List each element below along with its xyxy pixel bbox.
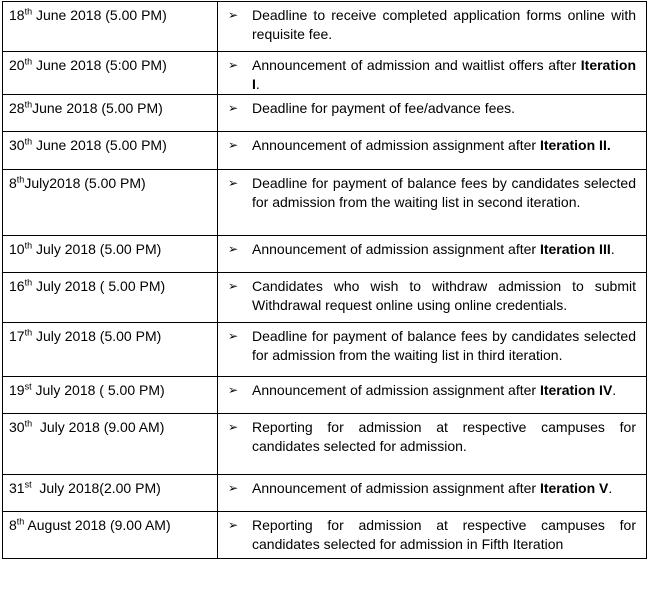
event-cell xyxy=(218,377,647,414)
date-suffix: th xyxy=(16,516,25,527)
date-suffix: th xyxy=(24,327,33,338)
table-row xyxy=(3,132,647,170)
table-row xyxy=(3,475,647,512)
event-text-bold: Iteration II. xyxy=(539,137,611,153)
event-text-main: Announcement of admission assignment after xyxy=(252,241,540,257)
event-text xyxy=(252,516,640,554)
table-row xyxy=(3,414,647,475)
table-row xyxy=(3,170,647,236)
date-rest: June 2018 (5:00 PM) xyxy=(32,57,167,73)
arrow-bullet-icon: ➢ xyxy=(228,481,239,495)
event-cell xyxy=(218,52,647,95)
event-text xyxy=(252,174,640,212)
date-cell xyxy=(3,132,218,170)
date-suffix: th xyxy=(24,136,33,147)
schedule-body xyxy=(3,2,647,559)
date-cell xyxy=(3,2,218,52)
event-text xyxy=(252,381,640,400)
table-row xyxy=(3,2,647,52)
date-suffix: th xyxy=(24,240,33,251)
event-text xyxy=(252,56,640,94)
arrow-bullet-icon: ➢ xyxy=(228,518,239,532)
event-text xyxy=(252,99,640,118)
date-rest: August 2018 (9.00 AM) xyxy=(24,517,171,533)
admission-schedule-table xyxy=(2,1,647,559)
event-cell xyxy=(218,236,647,273)
table-row xyxy=(3,512,647,559)
arrow-bullet-icon: ➢ xyxy=(228,176,239,190)
event-text-main: Deadline for payment of balance fees by candidates selected for admission from the waiting list in second iteration. xyxy=(252,175,636,210)
event-cell xyxy=(218,170,647,236)
arrow-bullet-icon: ➢ xyxy=(228,279,239,293)
date-suffix: th xyxy=(24,277,33,288)
date-day: 10 xyxy=(9,241,25,257)
date-day: 28 xyxy=(9,100,25,116)
arrow-bullet-icon: ➢ xyxy=(228,329,239,343)
event-text-after: . xyxy=(608,480,613,496)
date-cell xyxy=(3,414,218,475)
date-rest: July2018 (5.00 PM) xyxy=(24,175,146,191)
event-text-main: Deadline to receive completed application forms online with requisite fee. xyxy=(252,7,636,42)
event-text-main: Reporting for admission at respective campuses for candidates selected for admission. xyxy=(252,419,636,454)
date-cell xyxy=(3,512,218,559)
date-rest: July 2018 ( 5.00 PM) xyxy=(31,382,165,398)
arrow-bullet-icon: ➢ xyxy=(228,58,239,72)
date-suffix: th xyxy=(24,99,33,110)
date-cell xyxy=(3,95,218,132)
event-text-after: . xyxy=(610,241,615,257)
table-row xyxy=(3,323,647,377)
date-day: 19 xyxy=(9,382,25,398)
date-cell xyxy=(3,236,218,273)
date-suffix: th xyxy=(24,6,33,17)
date-suffix: st xyxy=(24,381,32,392)
date-suffix: th xyxy=(24,418,33,429)
event-text-bold: Iteration I xyxy=(252,57,636,92)
event-cell xyxy=(218,95,647,132)
event-cell xyxy=(218,512,647,559)
event-cell xyxy=(218,323,647,377)
event-cell xyxy=(218,475,647,512)
date-rest: June 2018 (5.00 PM) xyxy=(32,100,163,116)
date-cell xyxy=(3,52,218,95)
event-text-main: Deadline for payment of fee/advance fees. xyxy=(252,100,516,116)
event-text-bold: Iteration V xyxy=(539,480,609,496)
table-row xyxy=(3,52,647,95)
date-cell xyxy=(3,170,218,236)
date-suffix: th xyxy=(16,174,25,185)
event-text-after: . xyxy=(612,382,617,398)
date-rest: July 2018(2.00 PM) xyxy=(31,480,161,496)
event-text-main: Announcement of admission assignment after xyxy=(252,480,540,496)
date-day: 8 xyxy=(9,175,17,191)
event-text xyxy=(252,327,640,365)
date-suffix: st xyxy=(24,479,32,490)
event-text-after: . xyxy=(255,76,260,92)
table-row xyxy=(3,95,647,132)
date-day: 30 xyxy=(9,419,25,435)
event-text-main: Reporting for admission at respective campuses for candidates selected for admission in Fifth Iteration xyxy=(252,517,636,552)
event-cell xyxy=(218,414,647,475)
event-text-main: Deadline for payment of balance fees by candidates selected for admission from the waiting list in third iteration. xyxy=(252,328,636,363)
date-rest: July 2018 (5.00 PM) xyxy=(32,241,162,257)
date-rest: July 2018 (9.00 AM) xyxy=(32,419,165,435)
date-cell xyxy=(3,475,218,512)
date-day: 30 xyxy=(9,137,25,153)
event-cell xyxy=(218,132,647,170)
date-cell xyxy=(3,377,218,414)
date-rest: June 2018 (5.00 PM) xyxy=(32,137,167,153)
date-cell xyxy=(3,323,218,377)
arrow-bullet-icon: ➢ xyxy=(228,242,239,256)
date-day: 20 xyxy=(9,57,25,73)
event-text xyxy=(252,277,640,315)
event-text-main: Announcement of admission assignment after xyxy=(252,382,540,398)
event-cell xyxy=(218,273,647,323)
event-text-main: Announcement of admission and waitlist offers after xyxy=(252,57,581,73)
event-text-main: Candidates who wish to withdraw admission to submit Withdrawal request online using online credentials. xyxy=(252,278,636,313)
event-text xyxy=(252,418,640,456)
table-row xyxy=(3,273,647,323)
date-day: 8 xyxy=(9,517,17,533)
table-row xyxy=(3,377,647,414)
date-day: 31 xyxy=(9,480,25,496)
arrow-bullet-icon: ➢ xyxy=(228,8,239,22)
arrow-bullet-icon: ➢ xyxy=(228,101,239,115)
date-rest: June 2018 (5.00 PM) xyxy=(32,7,167,23)
date-cell xyxy=(3,273,218,323)
date-day: 18 xyxy=(9,7,25,23)
event-text xyxy=(252,6,640,44)
date-rest: July 2018 (5.00 PM) xyxy=(32,328,162,344)
event-text-main: Announcement of admission assignment after xyxy=(252,137,540,153)
date-suffix: th xyxy=(24,56,33,67)
date-day: 16 xyxy=(9,278,25,294)
event-text-bold: Iteration III xyxy=(539,241,611,257)
date-day: 17 xyxy=(9,328,25,344)
event-cell xyxy=(218,2,647,52)
arrow-bullet-icon: ➢ xyxy=(228,383,239,397)
event-text-bold: Iteration IV xyxy=(539,382,613,398)
arrow-bullet-icon: ➢ xyxy=(228,138,239,152)
event-text xyxy=(252,136,640,155)
date-rest: July 2018 ( 5.00 PM) xyxy=(32,278,166,294)
arrow-bullet-icon: ➢ xyxy=(228,420,239,434)
event-text xyxy=(252,479,640,498)
event-text xyxy=(252,240,640,259)
table-row xyxy=(3,236,647,273)
